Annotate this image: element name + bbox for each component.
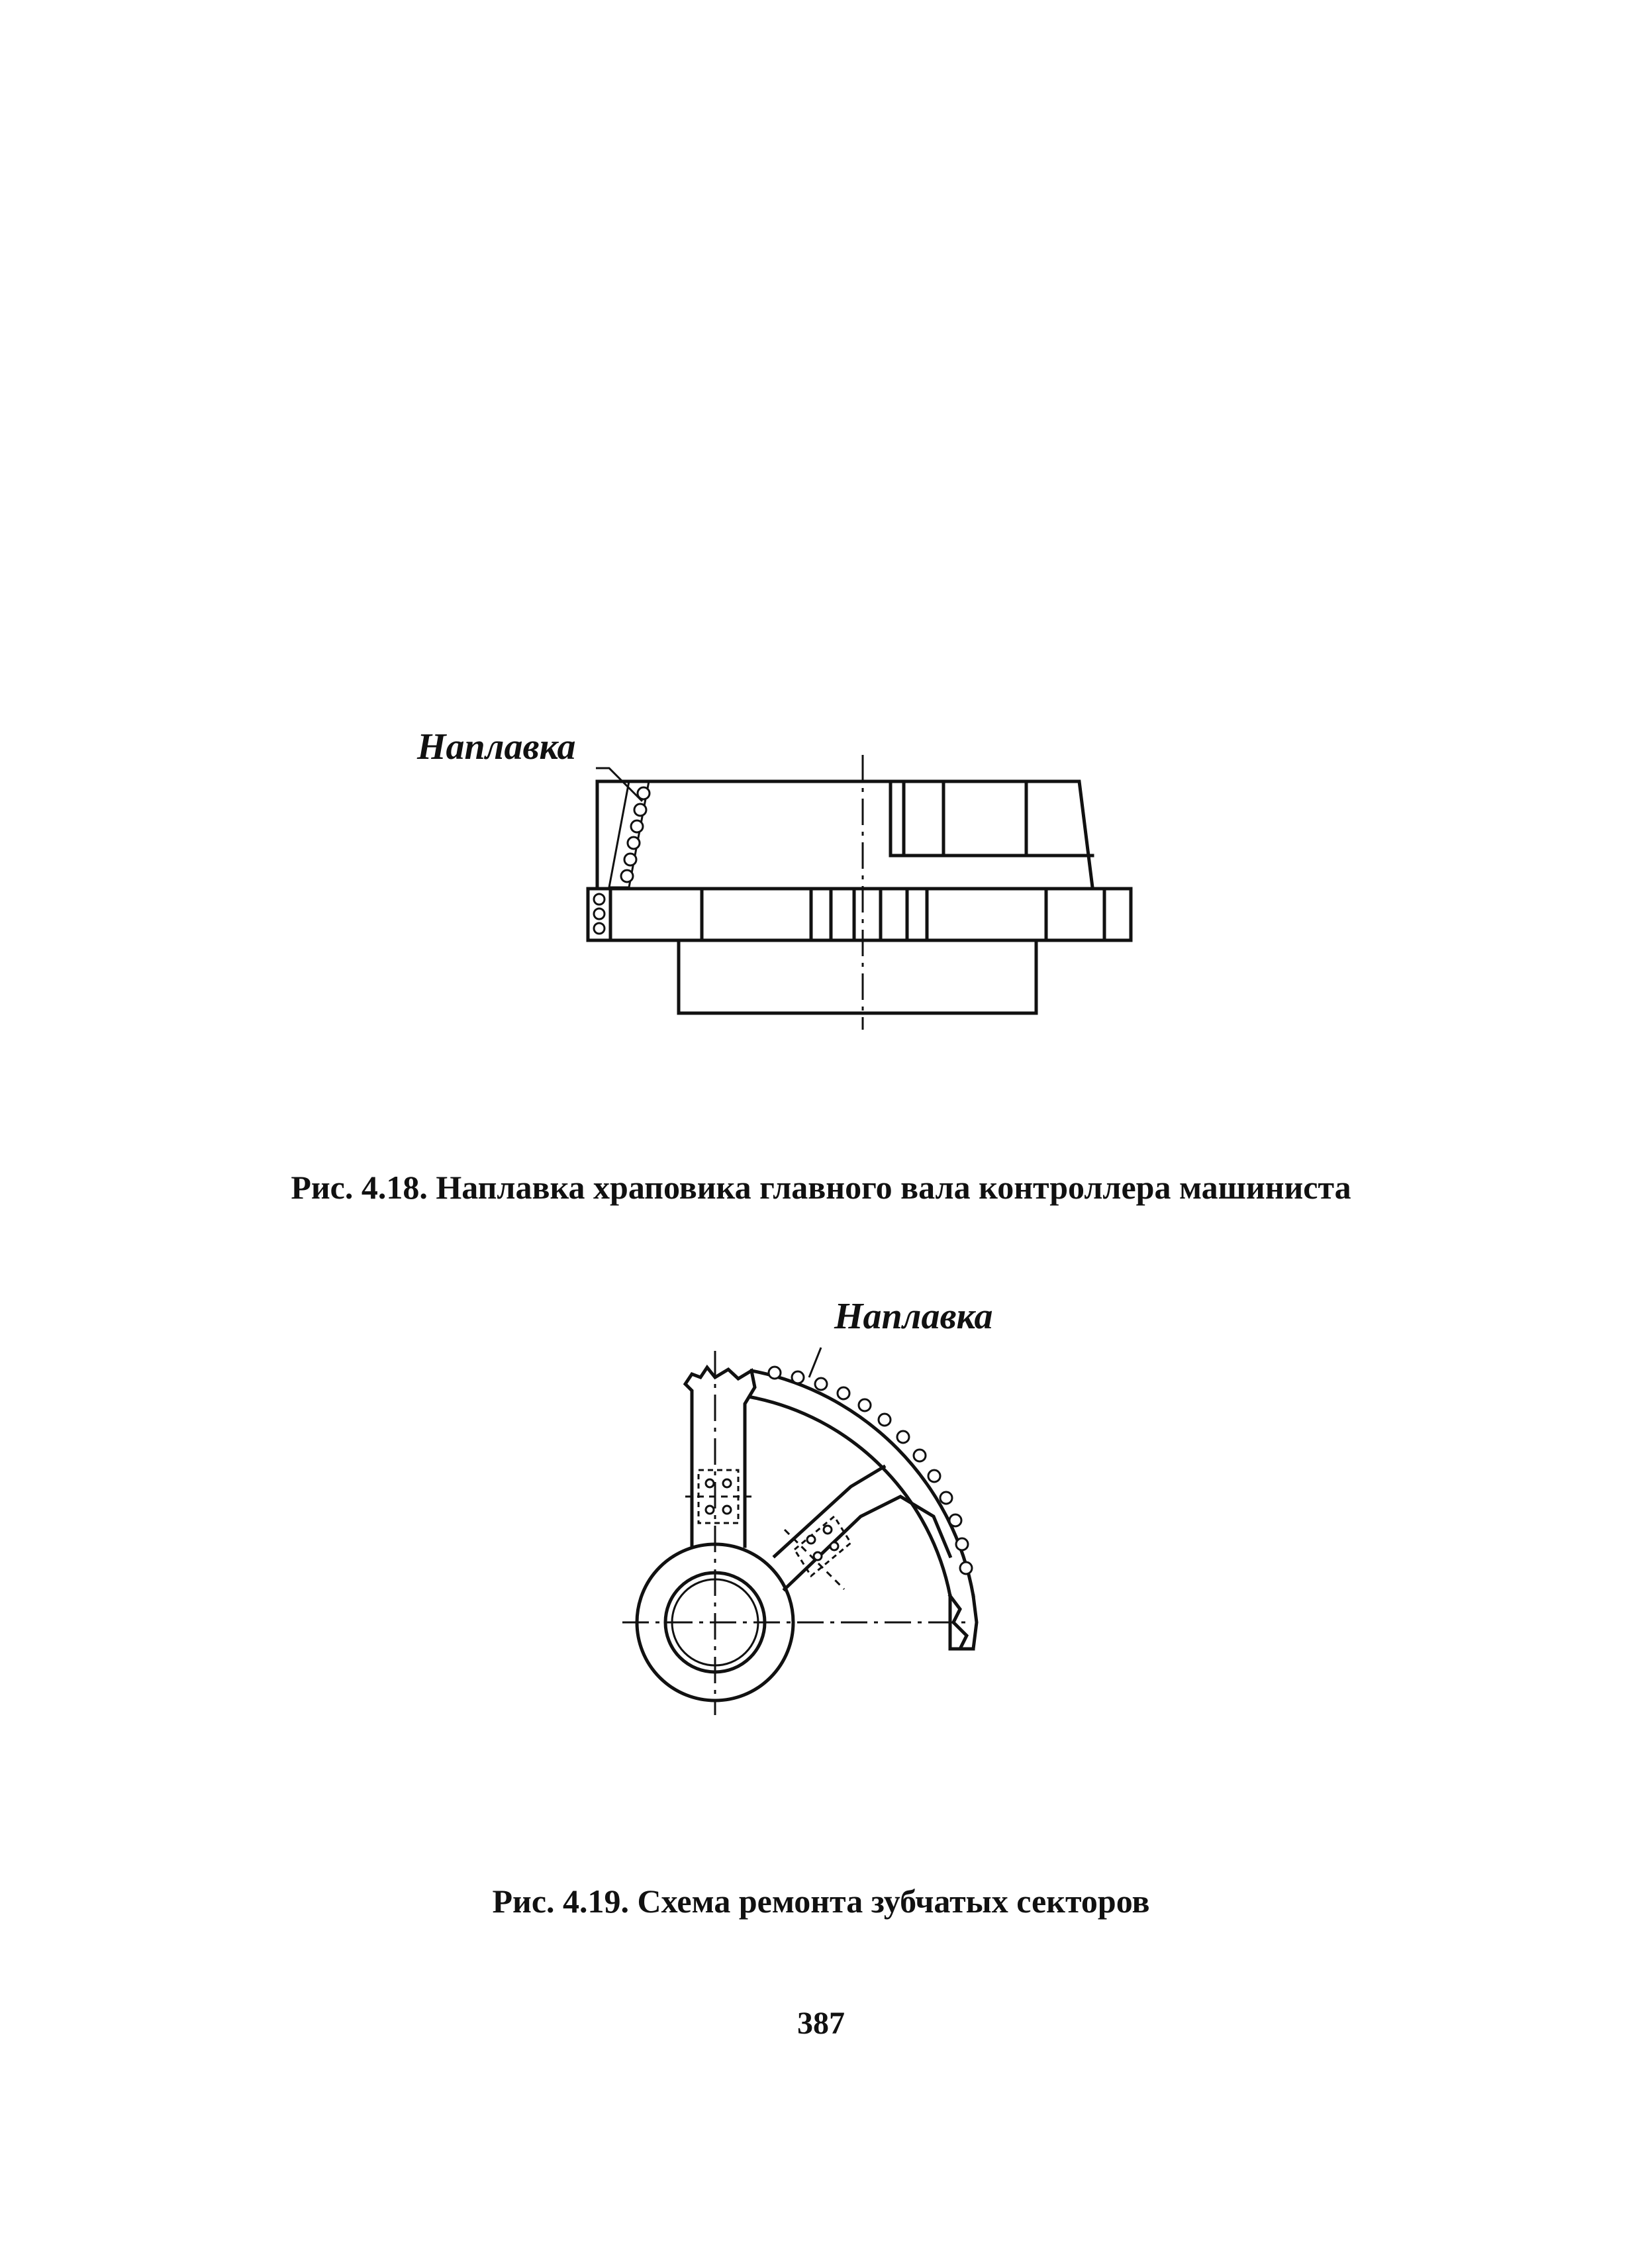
sector-inner-arc (751, 1397, 950, 1596)
hub-outline (679, 940, 1036, 1013)
callout-leader (596, 768, 642, 801)
gear-sector-drawing (622, 1278, 1046, 1755)
flange-weld-beads (594, 894, 604, 934)
flange-outline (588, 889, 1131, 940)
vertical-arm (685, 1367, 755, 1546)
arm-repair-insert (685, 1470, 751, 1523)
weld-callout-label: Наплавка (417, 726, 576, 767)
callout-leader (809, 1348, 821, 1377)
figure-caption: Рис. 4.18. Наплавка храповика главного вала контроллера машиниста (291, 1169, 1351, 1206)
upper-body-outline (597, 781, 1092, 887)
weld-callout-label: Наплавка (834, 1296, 993, 1337)
page-number: 387 (797, 2006, 845, 2041)
ratchet-drawing (569, 715, 1152, 1033)
rim-weld-beads (769, 1367, 972, 1574)
figure-caption: Рис. 4.19. Схема ремонта зубчатых секторов (492, 1883, 1150, 1920)
upper-pocket (891, 781, 1092, 856)
